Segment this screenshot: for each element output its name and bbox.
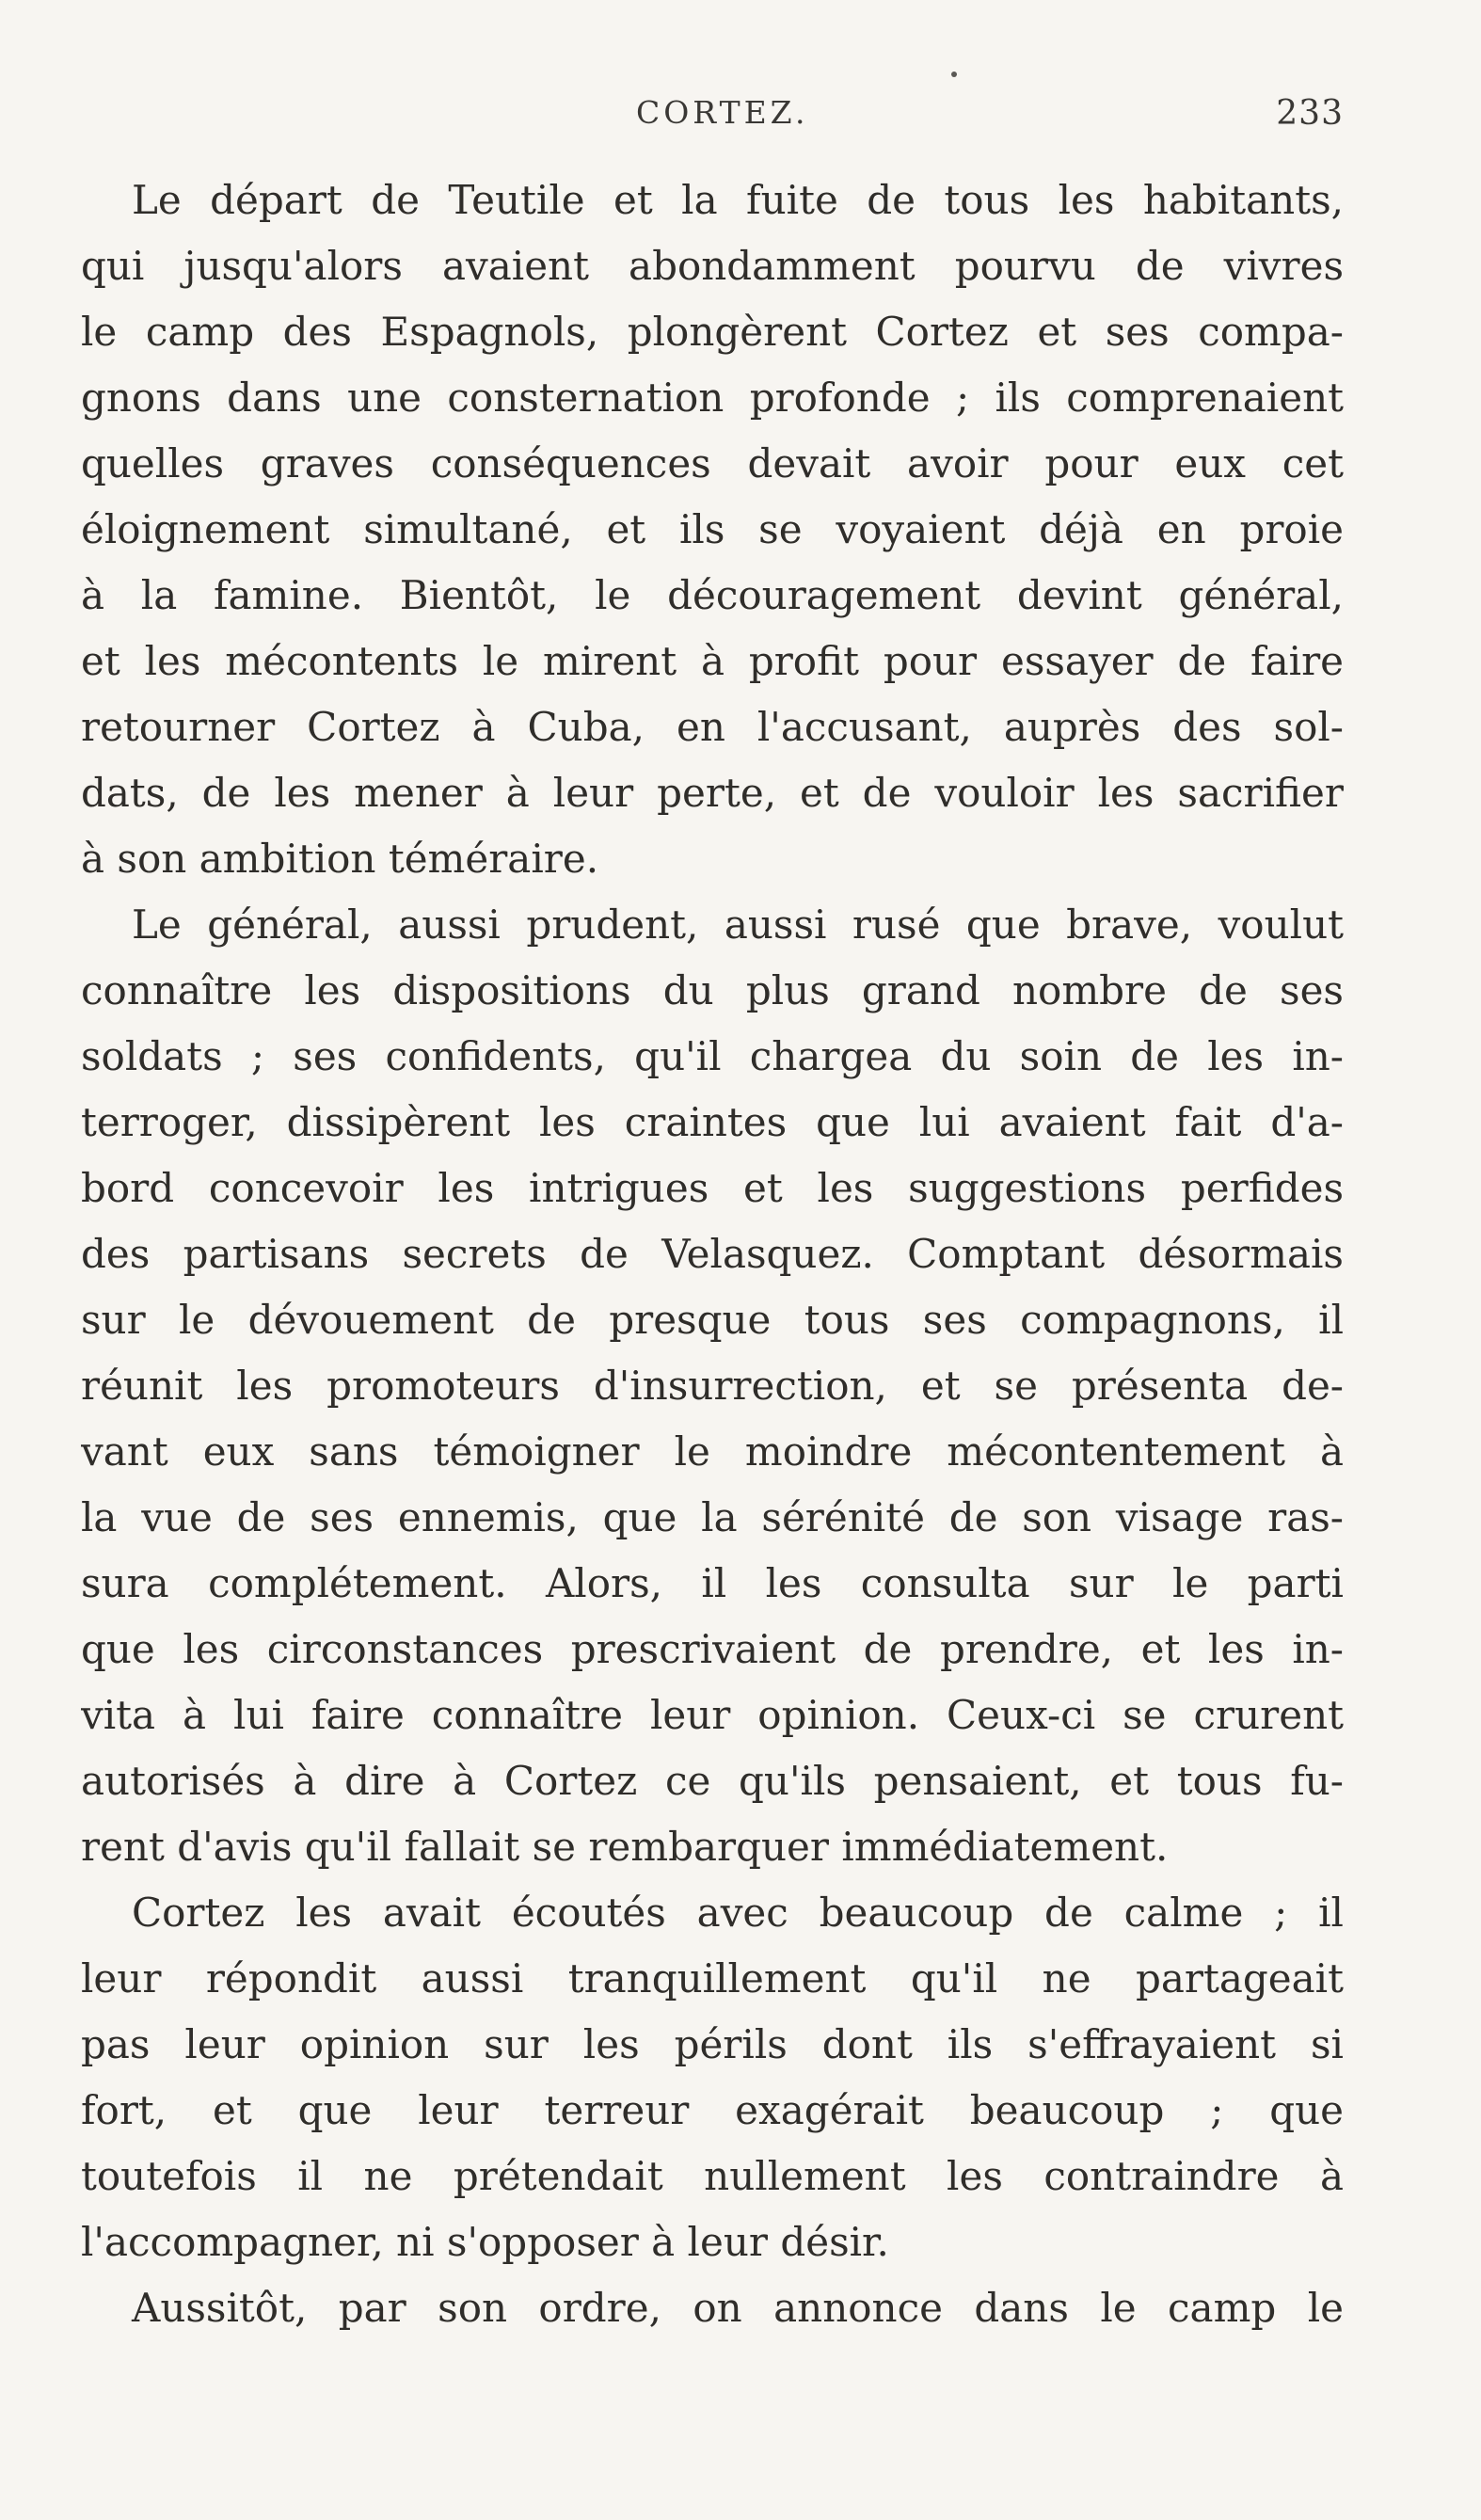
text-line: terroger, dissipèrent les craintes que lui avaient fait d'a- [81,1099,1344,1145]
text-line: réunit les promoteurs d'insurrection, et se présenta de- [81,1363,1344,1409]
text-line: vant eux sans témoigner le moindre mécontentement à [81,1428,1344,1475]
paragraph [81,2275,1344,2341]
text-line: sur le dévouement de presque tous ses compagnons, il [81,1297,1344,1343]
text-line: bord concevoir les intrigues et les suggestions perfides [81,1165,1344,1211]
page-number: 233 [1276,94,1344,133]
text-line: que les circonstances prescrivaient de prendre, et les in- [81,1626,1344,1672]
paragraph [81,1880,1344,2275]
ink-speck [951,72,957,77]
text-line: la vue de ses ennemis, que la sérénité de son visage ras- [81,1494,1344,1540]
paragraph [81,167,1344,892]
text-line: leur répondit aussi tranquillement qu'il ne partageait [81,1955,1344,2002]
text-line: fort, et que leur terreur exagérait beaucoup ; que [81,2087,1344,2133]
text-line: toutefois il ne prétendait nullement les contraindre à [81,2153,1344,2199]
text-line: l'accompagner, ni s'opposer à leur désir. [81,2219,889,2265]
body-text [81,167,1344,2341]
text-line: Cortez les avait écoutés avec beaucoup de calme ; il [132,1890,1344,1936]
text-line: et les mécontents le mirent à profit pour essayer de faire [81,638,1344,684]
text-line: des partisans secrets de Velasquez. Comptant désormais [81,1231,1344,1277]
text-line: dats, de les mener à leur perte, et de vouloir les sacrifier [81,770,1344,816]
text-line: retourner Cortez à Cuba, en l'accusant, auprès des sol- [81,704,1344,750]
text-line: quelles graves conséquences devait avoir pour eux cet [81,440,1344,486]
running-head [0,94,1481,141]
text-line: Aussitôt, par son ordre, on annonce dans le camp le [132,2285,1344,2331]
text-line: connaître les dispositions du plus grand nombre de ses [81,967,1344,1013]
running-title: CORTEZ. [636,94,809,131]
text-line: soldats ; ses confidents, qu'il chargea du soin de les in- [81,1033,1344,1079]
text-line: qui jusqu'alors avaient abondamment pourvu de vivres [81,243,1344,289]
paragraph [81,892,1344,1880]
text-line: rent d'avis qu'il fallait se rembarquer immédiatement. [81,1824,1169,1870]
text-line: vita à lui faire connaître leur opinion. Ceux-ci se crurent [81,1692,1344,1738]
text-line: éloignement simultané, et ils se voyaient déjà en proie [81,506,1344,552]
text-line: gnons dans une consternation profonde ; ils comprenaient [81,375,1344,421]
text-line: sura complétement. Alors, il les consulta sur le parti [81,1560,1344,1606]
text-line: à son ambition téméraire. [81,836,599,882]
text-line: autorisés à dire à Cortez ce qu'ils pensaient, et tous fu- [81,1758,1344,1804]
text-line: Le départ de Teutile et la fuite de tous les habitants, [132,177,1344,223]
text-line: le camp des Espagnols, plongèrent Cortez et ses compa- [81,309,1344,355]
text-line: pas leur opinion sur les périls dont ils s'effrayaient si [81,2021,1344,2067]
text-line: à la famine. Bientôt, le découragement devint général, [81,572,1344,618]
text-line: Le général, aussi prudent, aussi rusé que brave, voulut [132,901,1344,948]
